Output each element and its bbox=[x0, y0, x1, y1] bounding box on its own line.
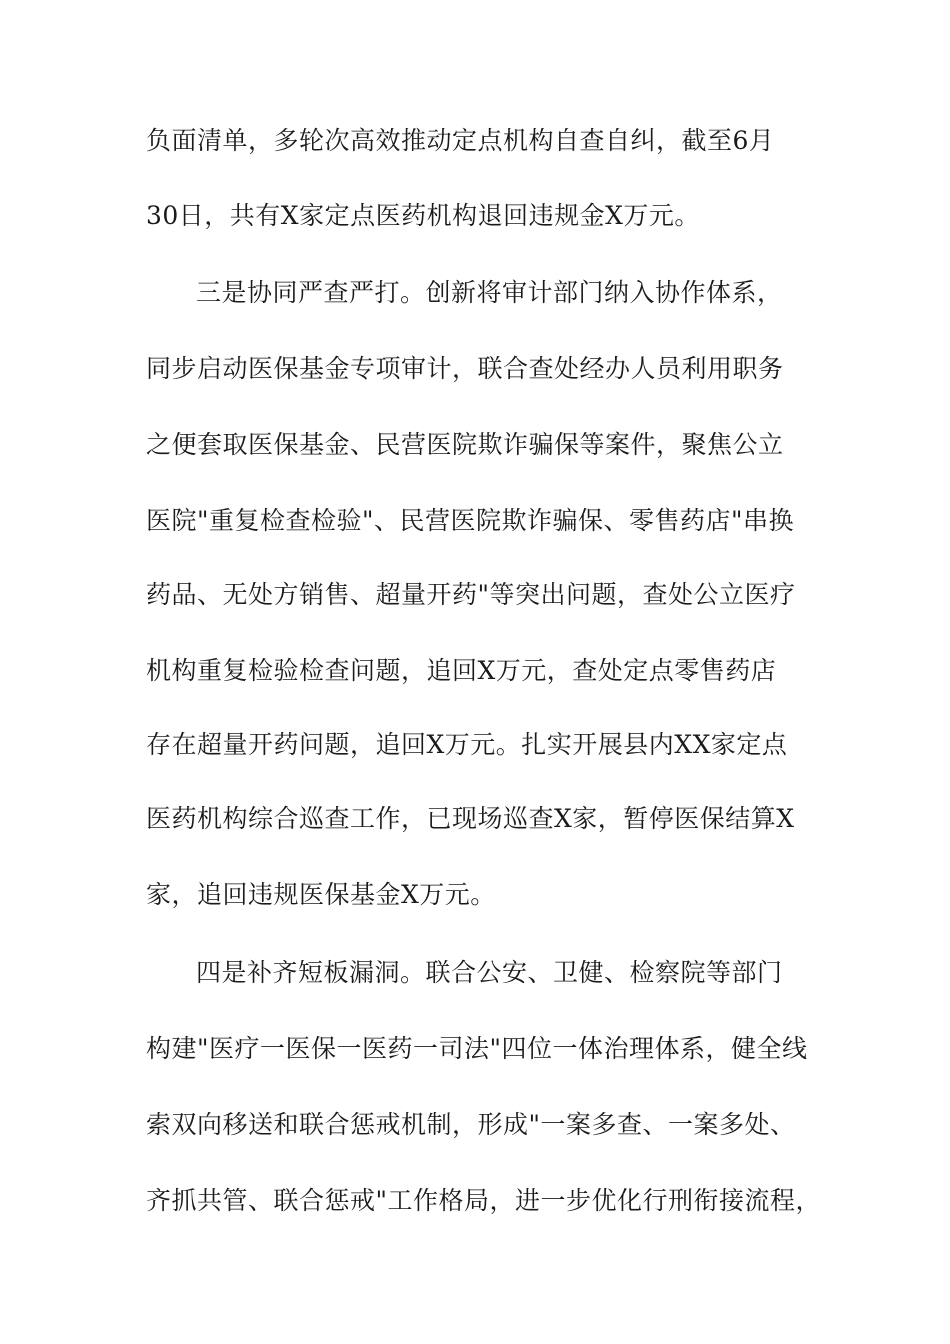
text-line: 医药机构综合巡查工作，已现场巡查X家，暂停医保结算X bbox=[146, 804, 795, 833]
text-line: 存在超量开药问题，追回X万元。扎实开展县内XX家定点 bbox=[146, 730, 788, 759]
paragraph-heading-line: 四是补齐短板漏洞。联合公安、卫健、检察院等部门 bbox=[196, 958, 783, 987]
text-line: 索双向移送和联合惩戒机制，形成"一案多查、一案多处、 bbox=[146, 1110, 796, 1139]
text-line: 负面清单，多轮次高效推动定点机构自查自纠，截至6月 bbox=[146, 126, 775, 155]
text-line: 30日，共有X家定点医药机构退回违规金X万元。 bbox=[146, 201, 700, 230]
text-line: 构建"医疗一医保一医药一司法"四位一体治理体系，健全线 bbox=[146, 1034, 808, 1063]
text-line: 机构重复检验检查问题，追回X万元，查处定点零售药店 bbox=[146, 656, 777, 685]
text-line: 医院"重复检查检验"、民营医院欺诈骗保、零售药店"串换 bbox=[146, 506, 794, 535]
text-line: 药品、无处方销售、超量开药"等突出问题，查处公立医疗 bbox=[146, 580, 796, 609]
text-line: 之便套取医保基金、民营医院欺诈骗保等案件，聚焦公立 bbox=[146, 430, 784, 459]
text-line: 家，追回违规医保基金X万元。 bbox=[146, 880, 496, 909]
paragraph-heading-line: 三是协同严查严打。创新将审计部门纳入协作体系， bbox=[196, 278, 783, 307]
text-line: 同步启动医保基金专项审计，联合查处经办人员利用职务 bbox=[146, 354, 784, 383]
text-line: 齐抓共管、联合惩戒"工作格局，进一步优化行刑衔接流程， bbox=[146, 1186, 822, 1215]
